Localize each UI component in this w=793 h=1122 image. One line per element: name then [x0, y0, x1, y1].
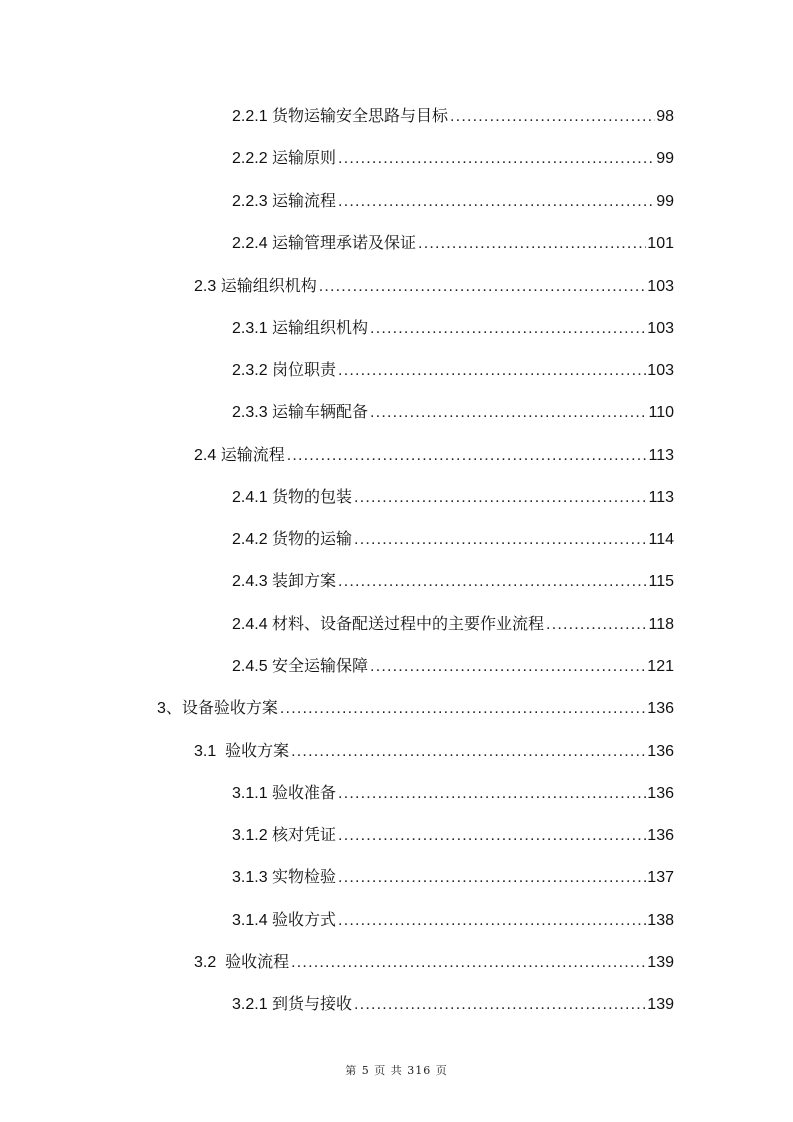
toc-entry-title: 2.3.3 运输车辆配备 [232, 404, 369, 421]
toc-entry[interactable] [194, 275, 674, 299]
toc-entry[interactable] [232, 147, 674, 171]
dot-leader [338, 824, 646, 848]
toc-entry-page: 138 [647, 912, 674, 929]
toc-entry[interactable] [232, 909, 674, 933]
toc-entry-page: 121 [647, 658, 674, 675]
dot-leader [338, 570, 647, 594]
dot-leader [354, 528, 647, 552]
toc-entry-title: 2.4 运输流程 [194, 447, 285, 464]
toc-entry-page: 99 [656, 193, 674, 210]
toc-entry[interactable] [232, 824, 674, 848]
toc-entry-page: 114 [648, 531, 674, 548]
toc-entry-title: 3.2 验收流程 [194, 954, 290, 971]
toc-entry[interactable] [232, 105, 674, 129]
dot-leader [370, 317, 646, 341]
toc-entry-title: 3.1.3 实物检验 [232, 869, 337, 886]
dot-leader [338, 866, 646, 890]
dot-leader [354, 486, 647, 510]
toc-entry[interactable] [157, 697, 674, 721]
toc-entry-page: 118 [648, 616, 674, 633]
toc-entry[interactable] [232, 866, 674, 890]
toc-entry-title: 3.2.1 到货与接收 [232, 996, 353, 1013]
dot-leader [287, 444, 648, 468]
dot-leader [338, 359, 646, 383]
dot-leader [418, 232, 646, 256]
toc-entry-page: 99 [656, 150, 674, 167]
dot-leader [338, 782, 646, 806]
toc-entry[interactable] [232, 401, 674, 425]
toc-entry-page: 115 [648, 573, 674, 590]
toc-entry-page: 103 [647, 362, 674, 379]
toc-entry-page: 98 [656, 108, 674, 125]
toc-entry-title: 2.2.3 运输流程 [232, 193, 337, 210]
toc-entry-page: 103 [647, 320, 674, 337]
toc-entry-page: 136 [647, 743, 674, 760]
toc-entry[interactable] [232, 359, 674, 383]
toc-entry-page: 136 [647, 700, 674, 717]
toc-entry[interactable] [232, 317, 674, 341]
dot-leader [370, 655, 646, 679]
toc-entry-title: 2.4.3 装卸方案 [232, 573, 337, 590]
toc-entry-page: 110 [648, 404, 674, 421]
dot-leader [280, 697, 646, 721]
toc-entry-title: 3、设备验收方案 [157, 700, 278, 717]
toc-entry-title: 2.3 运输组织机构 [194, 278, 317, 295]
toc-entry[interactable] [232, 528, 674, 552]
toc-entry-title: 2.4.5 安全运输保障 [232, 658, 369, 675]
dot-leader [319, 275, 647, 299]
dot-leader [450, 105, 655, 129]
toc-entry-page: 103 [647, 278, 674, 295]
toc-entry-page: 137 [647, 869, 674, 886]
toc-entry[interactable] [232, 570, 674, 594]
toc-entry-page: 101 [647, 235, 674, 252]
toc-entry-title: 3.1.4 验收方式 [232, 912, 337, 929]
toc-entry-title: 2.2.1 货物运输安全思路与目标 [232, 108, 449, 125]
dot-leader [546, 613, 647, 637]
toc-entry[interactable] [232, 190, 674, 214]
page-footer: 第 5 页 共 316 页 [345, 1064, 448, 1077]
toc-entry[interactable] [232, 655, 674, 679]
toc-entry-title: 3.1 验收方案 [194, 743, 290, 760]
toc-entry-title: 2.3.2 岗位职责 [232, 362, 337, 379]
toc-entry-page: 139 [647, 954, 674, 971]
toc-entry[interactable] [232, 782, 674, 806]
dot-leader [291, 951, 646, 975]
toc-entry-title: 3.1.2 核对凭证 [232, 827, 337, 844]
toc-entry[interactable] [232, 613, 674, 637]
toc-entry[interactable] [194, 444, 674, 468]
toc-entry-title: 3.1.1 验收准备 [232, 785, 337, 802]
toc-entry-page: 136 [647, 827, 674, 844]
dot-leader [338, 190, 655, 214]
toc-entry-page: 139 [647, 996, 674, 1013]
toc-entry-page: 136 [647, 785, 674, 802]
dot-leader [338, 909, 646, 933]
dot-leader [370, 401, 647, 425]
toc-entry[interactable] [194, 740, 674, 764]
toc-entry-title: 2.4.2 货物的运输 [232, 531, 353, 548]
dot-leader [338, 147, 655, 171]
toc-entry-title: 2.4.1 货物的包装 [232, 489, 353, 506]
dot-leader [291, 740, 646, 764]
toc-entry[interactable] [194, 951, 674, 975]
toc-entry-page: 113 [648, 489, 674, 506]
toc-entry-title: 2.4.4 材料、设备配送过程中的主要作业流程 [232, 616, 545, 633]
dot-leader [354, 993, 646, 1017]
toc-entry[interactable] [232, 232, 674, 256]
toc-entry-title: 2.2.4 运输管理承诺及保证 [232, 235, 417, 252]
toc-entry-page: 113 [648, 447, 674, 464]
toc-entry-title: 2.2.2 运输原则 [232, 150, 337, 167]
toc-entry[interactable] [232, 486, 674, 510]
toc-entry[interactable] [232, 993, 674, 1017]
toc-entry-title: 2.3.1 运输组织机构 [232, 320, 369, 337]
